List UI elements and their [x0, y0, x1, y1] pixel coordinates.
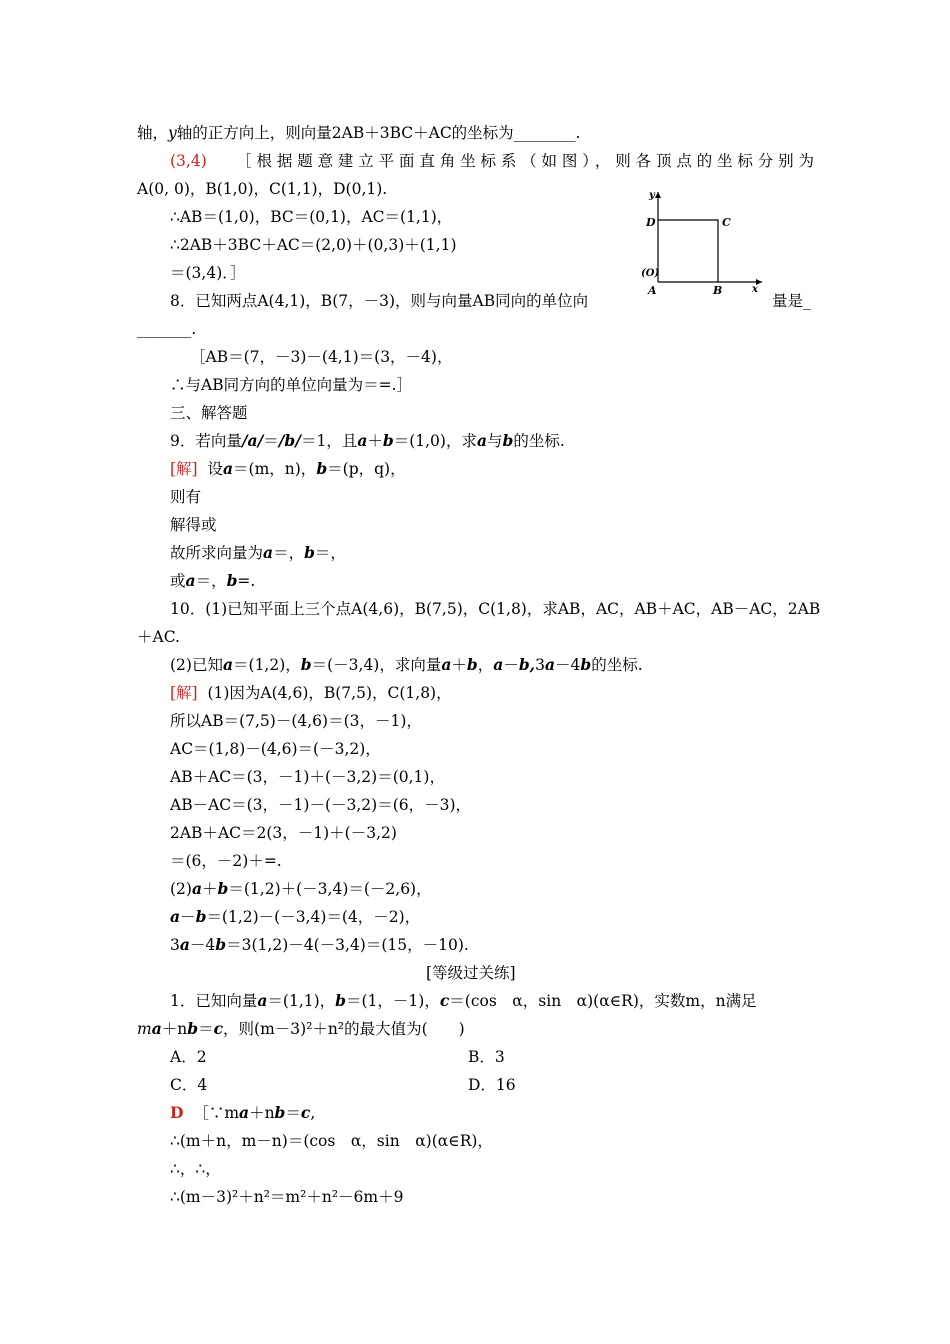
- text-span: ＋n: [161, 1020, 188, 1038]
- text-span: ＝: [285, 1104, 301, 1122]
- text-span: －: [180, 908, 196, 926]
- text-span: c: [439, 991, 450, 1010]
- solution-tag: [解]: [170, 460, 198, 478]
- solution-tag: [解]: [170, 684, 198, 702]
- text-span: a: [544, 655, 555, 674]
- text-line: [170, 879, 432, 899]
- text-line: [170, 991, 757, 1011]
- text-line: [137, 123, 581, 143]
- text-span: ＋: [367, 432, 383, 450]
- text-span: a: [263, 543, 274, 562]
- text-span: 的坐标.: [513, 432, 565, 450]
- square-outline: [658, 220, 718, 282]
- text-span: a: [151, 1019, 162, 1038]
- text-span: /a/: [241, 431, 264, 450]
- text-line: ＝(3,4)．］: [170, 264, 246, 282]
- text-span: a: [493, 655, 504, 674]
- vertex-label-c: C: [722, 216, 731, 229]
- text-span: ＝，: [195, 572, 227, 590]
- text-span: a: [476, 431, 488, 450]
- text-span: ＝，: [273, 544, 305, 562]
- text-span: y: [168, 124, 177, 142]
- text-line: ∴(m＋n，m－n)＝(cos α，sin α)(α∈R)，: [170, 1132, 493, 1150]
- text-span: ＝(1,2)－(－3,4)＝(4，－2)，: [206, 908, 421, 926]
- text-line: 量是_: [772, 292, 811, 310]
- text-span: －: [503, 656, 519, 674]
- option-d: D．16: [468, 1076, 516, 1094]
- text-span: b: [215, 935, 227, 954]
- vertex-label-a: A: [648, 284, 657, 297]
- square-coordinate-figure: [636, 186, 768, 298]
- text-span: a: [191, 879, 203, 898]
- text-span: b: [316, 459, 328, 478]
- text-span: ＝(m，n)，: [233, 460, 317, 478]
- y-axis-label: y: [649, 190, 655, 201]
- text-span: 与: [487, 432, 503, 450]
- text-span: ＝1，且: [300, 432, 358, 450]
- text-span: ＋: [451, 656, 467, 674]
- origin-label: (O): [641, 268, 660, 279]
- text-span: (1)因为A(4,6)，B(7,5)，C(1,8)，: [207, 684, 452, 702]
- answer-text: D: [170, 1103, 184, 1122]
- text-span: 设: [207, 460, 223, 478]
- text-span: －4: [555, 656, 581, 674]
- vertex-label-d: D: [646, 216, 656, 229]
- text-line: ∴2AB＋3BC＋AC＝(2,0)＋(0,3)＋(1,1): [170, 236, 457, 254]
- text-span: b: [226, 571, 238, 590]
- text-span: c: [300, 1103, 311, 1122]
- vertex-label-b: B: [713, 284, 723, 297]
- text-line: [170, 571, 255, 591]
- text-line: AB－AC＝(3，－1)－(－3,2)＝(6，－3)，: [170, 796, 472, 814]
- text-span: ，: [477, 656, 494, 674]
- text-line: [137, 1019, 465, 1039]
- answer-text: (3,4): [170, 152, 207, 170]
- text-span: a: [441, 655, 452, 674]
- text-line: [170, 683, 452, 703]
- text-line: [170, 543, 346, 563]
- text-span: b: [195, 907, 207, 926]
- text-line: ∴，∴，: [170, 1160, 221, 1178]
- text-span: a: [170, 907, 181, 926]
- text-span: c: [213, 1019, 224, 1038]
- text-line: [170, 935, 469, 955]
- text-span: ＝(p，q)，: [327, 460, 406, 478]
- text-span: a: [185, 571, 196, 590]
- text-line: [170, 1103, 315, 1123]
- text-line: [170, 151, 814, 171]
- text-line: 8．已知两点A(4,1)，B(7，－3)，则与向量AB同向的单位向: [170, 292, 589, 310]
- text-span: ＝(1,2)，: [233, 656, 301, 674]
- text-line: AC＝(1,8)－(4,6)＝(－3,2)，: [170, 740, 381, 758]
- text-span: ＝(cos α，sin α)(α∈R)，实数m，n满足: [449, 992, 757, 1010]
- text-span: ＝，: [314, 544, 346, 562]
- text-span: ，则(m－3)²＋n²的最大值为( ): [223, 1020, 465, 1038]
- text-span: ＝(－3,4)，求向量: [311, 656, 442, 674]
- text-span: b: [382, 431, 394, 450]
- text-span: (2): [170, 880, 192, 898]
- text-span: b: [274, 1103, 286, 1122]
- text-span: 轴的正方向上，则向量2AB＋3BC＋AC的坐标为________.: [176, 124, 581, 142]
- text-line: ∴AB＝(1,0)，BC＝(0,1)，AC＝(1,1)，: [170, 208, 453, 226]
- x-axis-label: x: [752, 284, 758, 295]
- text-line: ＝(6，－2)＋=.: [170, 852, 282, 870]
- text-span: 的坐标.: [591, 656, 643, 674]
- text-span: 或: [170, 572, 186, 590]
- text-line: ［AB＝(7，－3)－(4,1)＝(3，－4)，: [190, 348, 453, 366]
- text-line: A(0, 0)，B(1,0)，C(1,1)，D(0,1).: [137, 180, 388, 198]
- text-span: 9．若向量: [170, 432, 242, 450]
- text-line: [170, 655, 643, 675]
- text-span: 3: [535, 656, 545, 674]
- text-span: =.: [237, 572, 256, 590]
- section-heading: [等级过关练]: [426, 964, 516, 982]
- text-line: AB＋AC＝(3，－1)＋(－3,2)＝(0,1)，: [170, 768, 445, 786]
- text-span: ＋: [202, 880, 218, 898]
- text-span: ＝(1，－1)，: [346, 992, 440, 1010]
- text-span: b: [300, 655, 312, 674]
- option-c: C．4: [170, 1076, 208, 1094]
- text-span: /b/: [278, 431, 301, 450]
- text-span: b: [502, 431, 514, 450]
- text-line: 解得或: [170, 516, 217, 534]
- text-span: a: [357, 431, 368, 450]
- text-span: ＝(1,1)，: [267, 992, 336, 1010]
- text-span: a: [239, 1103, 250, 1122]
- text-span: －4: [189, 936, 216, 954]
- text-line: _______.: [137, 320, 197, 338]
- text-span: 3: [170, 936, 180, 954]
- text-line: [170, 431, 565, 451]
- text-span: b: [466, 655, 478, 674]
- text-span: b: [217, 879, 229, 898]
- text-line: ∴与AB同方向的单位向量为＝=.］: [170, 376, 412, 394]
- text-span: ＝: [263, 432, 279, 450]
- text-span: b: [187, 1019, 199, 1038]
- text-span: ［∵m: [193, 1104, 240, 1122]
- text-span: ＋n: [249, 1104, 275, 1122]
- text-span: a: [222, 459, 234, 478]
- text-span: b: [304, 543, 315, 562]
- text-span: (2)已知: [170, 656, 223, 674]
- text-span: ,: [310, 1104, 316, 1122]
- text-line: [170, 459, 406, 479]
- text-span: a: [179, 935, 190, 954]
- text-line: ＋AC.: [137, 628, 180, 646]
- text-span: ［根据题意建立平面直角坐标系（如图），则各顶点的坐标分别为: [236, 152, 814, 170]
- text-span: 1．已知向量: [170, 992, 258, 1010]
- text-line: 则有: [170, 488, 202, 506]
- text-line: ∴(m－3)²＋n²＝m²＋n²－6m＋9: [170, 1188, 404, 1206]
- text-span: ＝: [198, 1020, 214, 1038]
- text-span: b: [580, 655, 592, 674]
- text-line: 10．(1)已知平面上三个点A(4,6)，B(7,5)，C(1,8)，求AB，AC，AB＋AC，AB－AC，2AB: [170, 600, 821, 618]
- text-span: a: [257, 991, 268, 1010]
- text-span: 轴，: [137, 124, 169, 142]
- text-span: ＝3(1,2)－4(－3,4)＝(15，－10).: [226, 936, 469, 954]
- text-line: 所以AB＝(7,5)－(4,6)＝(3，－1)，: [170, 712, 422, 730]
- text-span: a: [222, 655, 234, 674]
- text-span: ＝(1,0)，求: [393, 432, 477, 450]
- text-span: b,: [518, 655, 536, 674]
- text-span: ＝(1,2)＋(－3,4)＝(－2,6)，: [228, 880, 432, 898]
- text-span: 故所求向量为: [170, 544, 264, 562]
- text-line: [170, 907, 420, 927]
- section-heading: 三、解答题: [170, 404, 248, 422]
- text-line: 2AB＋AC＝2(3，－1)＋(－3,2): [170, 824, 397, 842]
- text-span: m: [137, 1020, 152, 1038]
- text-span: b: [335, 991, 347, 1010]
- y-axis-arrow: [655, 192, 661, 198]
- option-a: A．2: [170, 1048, 207, 1066]
- option-b: B．3: [468, 1048, 505, 1066]
